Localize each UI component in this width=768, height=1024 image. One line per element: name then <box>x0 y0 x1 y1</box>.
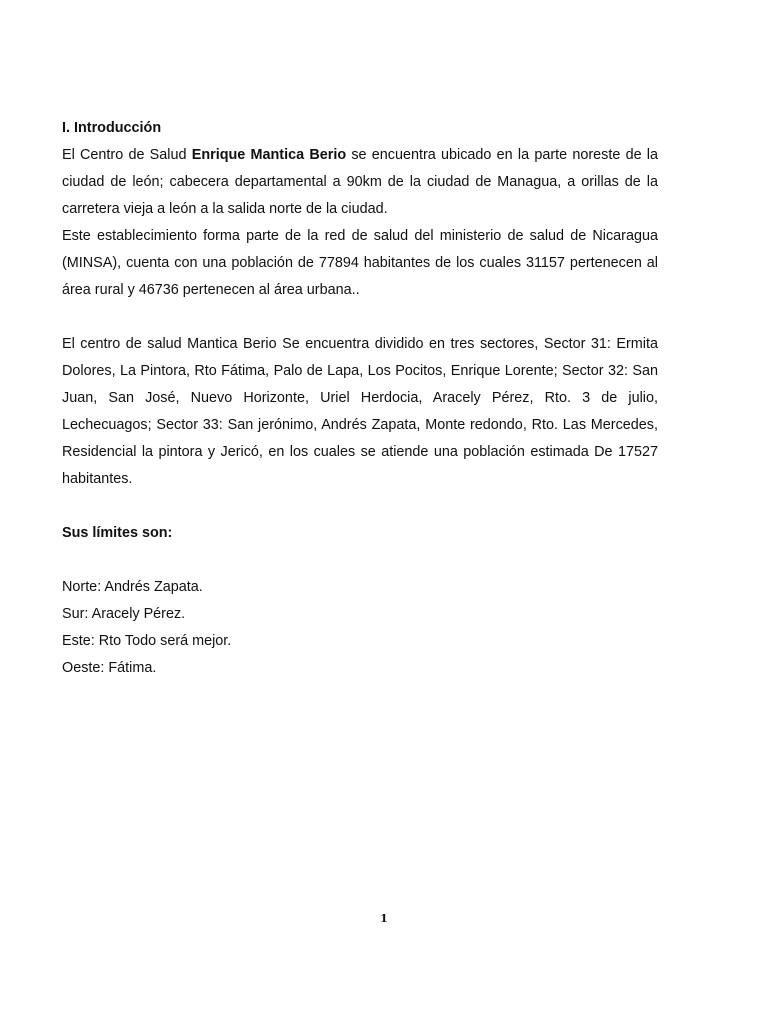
paragraph-spacer <box>62 304 658 331</box>
intro-text-rest: se encuentra ubicado en la parte noreste de la ciudad de león; cabecera departamental a 90km de la ciudad de Managua, a orillas de la carretera vieja a león a la salida norte de la ciudad. <box>62 147 659 217</box>
intro-paragraph-sectors: El centro de salud Mantica Berio Se encuentra dividido en tres sectores, Sector 31: Ermita Dolores, La Pintora, Rto Fátima, Palo de Lapa, Los Pocitos, Enrique Lorente; Sector 32: San Juan, San José, Nuevo Horizonte, Uriel Herdocia, Aracely Pérez, Rto. 3 de julio, Lechecuagos; Sector 33: San jerónimo, Andrés Zapata, Monte redondo, Rto. Las Mercedes, Residencial la pintora y Jericó, en los cuales se atiende una población estimada De 17527 habitantes. <box>62 336 658 487</box>
paragraph-spacer <box>62 547 658 574</box>
intro-paragraph-population: Este establecimiento forma parte de la red de salud del ministerio de salud de Nicaragua (MINSA), cuenta con una población de 77894 habitantes de los cuales 31157 pertenecen al área rural y 46736 pertenecen al área urbana.. <box>62 228 658 298</box>
document-body <box>62 115 658 682</box>
intro-text-start: El Centro de Salud <box>62 147 192 163</box>
intro-paragraph-location <box>62 142 658 223</box>
limits-heading: Sus límites son: <box>62 525 173 541</box>
limit-north: Norte: Andrés Zapata. <box>62 579 203 595</box>
limit-east: Este: Rto Todo será mejor. <box>62 633 232 649</box>
paragraph-spacer <box>62 493 658 520</box>
limit-west: Oeste: Fátima. <box>62 660 157 676</box>
section-heading: I. Introducción <box>62 120 162 136</box>
page-number: 1 <box>380 912 388 925</box>
limit-south: Sur: Aracely Pérez. <box>62 606 186 622</box>
health-center-name: Enrique Mantica Berio <box>191 147 347 163</box>
